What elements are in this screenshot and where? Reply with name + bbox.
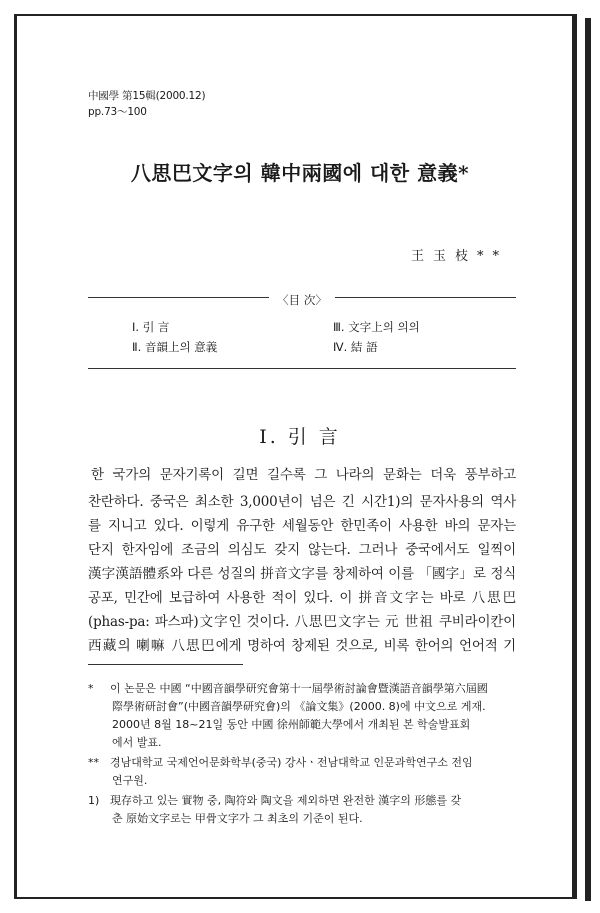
scan-page-shadow — [585, 18, 591, 901]
paper-title: 八思巴文字의 韓中兩國에 대한 意義* — [130, 161, 470, 185]
body-line: 를 지니고 있다. 이렇게 유구한 세월동안 한민족이 사용한 바의 문자는 — [88, 518, 516, 534]
body-line: 단지 한자임에 조금의 의심도 갖지 않는다. 그러나 중국에서도 일찍이 — [88, 542, 516, 558]
footnote-mark: * — [88, 682, 94, 695]
toc-item-2: Ⅱ. 音韻上의 意義 — [132, 340, 218, 354]
body-line: 한 국가의 문자기록이 길면 길수록 그 나라의 문화는 더욱 풍부하고 — [91, 467, 516, 483]
toc-heading: 〈目 次〉 — [269, 293, 335, 307]
footnote-1 — [88, 792, 518, 808]
footnote-double-star — [88, 754, 518, 770]
journal-info: 中國學 第15輯(2000.12) — [88, 90, 206, 102]
body-line: 공포, 민간에 보급하여 사용한 적이 있다. 이 拼音文字는 바로 八思巴 — [88, 590, 516, 606]
footnote-line: 2000년 8월 18~21일 동안 中國 徐州師範大學에서 개최된 본 학술발표회 — [112, 718, 471, 731]
footnote-mark: ** — [88, 756, 99, 769]
body-line: (phas-pa: 파스파)文字인 것이다. 八思巴文字는 元 世祖 쿠비라이칸이 — [88, 614, 516, 630]
body-line: 찬란하다. 중국은 최소한 3,000년이 넘은 긴 시간1)의 문자사용의 역사 — [88, 494, 516, 510]
journal-pages: pp.73～100 — [88, 106, 147, 118]
footnote-line: 이 논문은 中國 “中國音韻學研究會第十一屆學術討論會暨漢語音韻學第六屆國 — [110, 682, 488, 695]
footnote-mark: 1) — [88, 794, 100, 807]
section-heading: Ⅰ. 引 言 — [259, 426, 341, 448]
footnote-line: 연구원. — [112, 774, 148, 787]
footnote-line: 에서 발표. — [112, 736, 162, 749]
toc-item-3: Ⅲ. 文字上의 의의 — [333, 320, 420, 334]
table-of-contents — [88, 293, 516, 369]
footnote-divider — [88, 664, 243, 665]
body-line: 西藏의 喇嘛 八思巴에게 명하여 창제된 것으로, 비록 한어의 언어적 기 — [88, 638, 516, 654]
footnote-line: 際學術研討會”(中國音韻學研究會)의 《論文集》(2000. 8)에 中文으로 게재. — [112, 700, 486, 713]
footnote-star — [88, 680, 518, 696]
body-line: 漢字漢語體系와 다른 성질의 拼音文字를 창제하여 이를 「國字」로 정식 — [88, 566, 516, 582]
author-name: 王玉枝** — [410, 249, 508, 264]
toc-item-4: Ⅳ. 結 語 — [333, 340, 378, 354]
toc-item-1: Ⅰ. 引 言 — [132, 320, 170, 334]
footnote-line: 경남대학교 국제언어문화학부(중국) 강사ㆍ전남대학교 인문과학연구소 전임 — [110, 756, 473, 769]
footnote-line: 現存하고 있는 實物 중, 陶符와 陶文을 제외하면 완전한 漢字의 形態를 갖 — [110, 794, 462, 807]
footnote-line: 춘 原始文字로는 甲骨文字가 그 최초의 기준이 된다. — [112, 812, 363, 825]
